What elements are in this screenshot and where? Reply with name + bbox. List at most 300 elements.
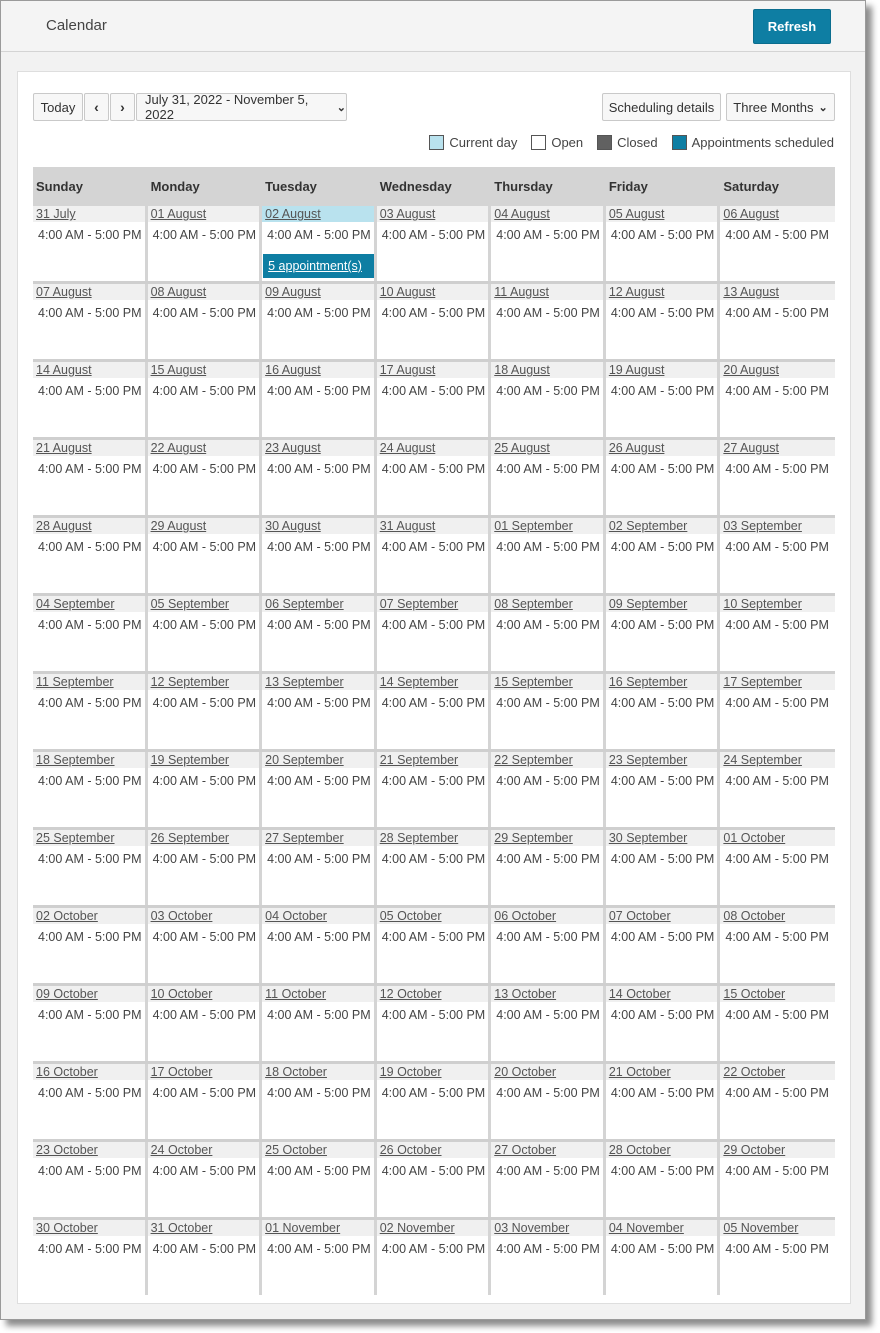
day-link[interactable]: 03 September (720, 518, 835, 534)
day-hours: 4:00 AM - 5:00 PM (38, 618, 142, 632)
day-hours: 4:00 AM - 5:00 PM (725, 540, 829, 554)
legend-label: Current day (449, 135, 518, 150)
legend-item (597, 135, 657, 150)
day-cell[interactable] (148, 674, 263, 749)
day-link[interactable]: 20 August (720, 362, 835, 378)
day-cell[interactable] (33, 440, 148, 515)
top-bar (1, 1, 865, 52)
day-link[interactable]: 02 October (33, 908, 145, 924)
day-link[interactable]: 06 September (262, 596, 374, 612)
day-link[interactable]: 13 October (491, 986, 603, 1002)
today-button[interactable]: Today (33, 93, 83, 121)
day-link[interactable]: 23 August (262, 440, 374, 456)
day-cell[interactable] (491, 206, 606, 281)
day-cell[interactable] (262, 362, 377, 437)
day-link[interactable]: 14 September (377, 674, 489, 690)
date-range-dropdown[interactable] (136, 93, 347, 121)
day-link[interactable]: 21 August (33, 440, 145, 456)
day-cell[interactable] (377, 830, 492, 905)
weekday-header (33, 167, 835, 206)
day-cell[interactable] (377, 362, 492, 437)
weekday-label: Thursday (494, 179, 553, 194)
day-cell[interactable] (33, 1220, 148, 1295)
day-link[interactable]: 27 October (491, 1142, 603, 1158)
day-cell[interactable] (491, 1142, 606, 1217)
day-link[interactable]: 05 September (148, 596, 260, 612)
day-hours: 4:00 AM - 5:00 PM (381, 1164, 486, 1178)
day-cell[interactable] (148, 830, 263, 905)
day-hours: 4:00 AM - 5:00 PM (152, 1164, 257, 1178)
day-link[interactable]: 13 August (720, 284, 835, 300)
day-link[interactable]: 11 August (491, 284, 603, 300)
day-cell[interactable] (148, 908, 263, 983)
day-hours: 4:00 AM - 5:00 PM (152, 1008, 257, 1022)
day-hours: 4:00 AM - 5:00 PM (152, 384, 257, 398)
day-link[interactable]: 17 October (148, 1064, 260, 1080)
day-hours: 4:00 AM - 5:00 PM (267, 852, 371, 866)
day-link[interactable]: 21 October (606, 1064, 718, 1080)
week-row (33, 593, 835, 671)
day-link[interactable]: 06 October (491, 908, 603, 924)
day-cell[interactable] (33, 206, 148, 281)
day-cell[interactable] (606, 440, 721, 515)
day-hours: 4:00 AM - 5:00 PM (152, 774, 257, 788)
day-hours: 4:00 AM - 5:00 PM (496, 306, 600, 320)
refresh-button[interactable]: Refresh (753, 9, 831, 44)
day-link[interactable]: 31 July (33, 206, 145, 222)
day-link[interactable]: 01 September (491, 518, 603, 534)
day-link[interactable]: 20 October (491, 1064, 603, 1080)
legend-item (531, 135, 583, 150)
day-link[interactable]: 01 October (720, 830, 835, 846)
day-hours: 4:00 AM - 5:00 PM (725, 930, 829, 944)
week-row (33, 905, 835, 983)
day-hours: 4:00 AM - 5:00 PM (38, 462, 142, 476)
day-hours: 4:00 AM - 5:00 PM (38, 306, 142, 320)
day-cell[interactable] (720, 674, 835, 749)
day-link[interactable]: 19 October (377, 1064, 489, 1080)
day-hours: 4:00 AM - 5:00 PM (610, 462, 715, 476)
day-hours: 4:00 AM - 5:00 PM (725, 852, 829, 866)
day-link[interactable]: 03 November (491, 1220, 603, 1236)
legend (415, 135, 834, 150)
day-cell[interactable] (491, 1064, 606, 1139)
day-link[interactable]: 18 September (33, 752, 145, 768)
day-cell[interactable] (148, 440, 263, 515)
day-link[interactable]: 16 September (606, 674, 718, 690)
day-link[interactable]: 05 November (720, 1220, 835, 1236)
day-cell[interactable] (720, 1064, 835, 1139)
day-cell[interactable] (377, 986, 492, 1061)
day-cell[interactable] (33, 362, 148, 437)
day-cell[interactable] (720, 284, 835, 359)
day-cell[interactable] (377, 518, 492, 593)
day-link[interactable]: 01 November (262, 1220, 374, 1236)
day-link[interactable]: 07 August (33, 284, 145, 300)
day-link[interactable]: 12 August (606, 284, 718, 300)
day-hours: 4:00 AM - 5:00 PM (267, 1008, 371, 1022)
day-cell[interactable] (33, 1142, 148, 1217)
day-link[interactable]: 04 August (491, 206, 603, 222)
day-link[interactable]: 26 October (377, 1142, 489, 1158)
day-hours: 4:00 AM - 5:00 PM (610, 1242, 715, 1256)
day-cell[interactable] (33, 518, 148, 593)
day-cell[interactable] (491, 752, 606, 827)
day-cell[interactable] (720, 830, 835, 905)
day-link[interactable]: 18 October (262, 1064, 374, 1080)
day-hours: 4:00 AM - 5:00 PM (38, 1008, 142, 1022)
day-cell[interactable] (606, 674, 721, 749)
day-link[interactable]: 02 November (377, 1220, 489, 1236)
day-cell[interactable] (491, 1220, 606, 1295)
day-cell[interactable] (491, 908, 606, 983)
day-link[interactable]: 23 September (606, 752, 718, 768)
day-hours: 4:00 AM - 5:00 PM (381, 306, 486, 320)
day-link[interactable]: 03 October (148, 908, 260, 924)
day-cell[interactable] (491, 986, 606, 1061)
day-link[interactable]: 02 August (262, 206, 374, 222)
day-cell[interactable] (148, 596, 263, 671)
day-link[interactable]: 30 September (606, 830, 718, 846)
day-link[interactable]: 07 October (606, 908, 718, 924)
day-link[interactable]: 03 August (377, 206, 489, 222)
day-cell[interactable] (148, 986, 263, 1061)
day-link[interactable]: 08 October (720, 908, 835, 924)
day-cell[interactable] (262, 908, 377, 983)
day-link[interactable]: 29 August (148, 518, 260, 534)
day-link[interactable]: 30 August (262, 518, 374, 534)
day-link[interactable]: 15 August (148, 362, 260, 378)
day-link[interactable]: 09 September (606, 596, 718, 612)
weekday-label: Friday (608, 179, 648, 194)
weekday-label: Sunday (36, 179, 83, 194)
day-cell[interactable] (148, 206, 263, 281)
day-hours: 4:00 AM - 5:00 PM (610, 1164, 715, 1178)
day-cell[interactable] (148, 1220, 263, 1295)
day-cell[interactable] (262, 830, 377, 905)
day-cell[interactable] (33, 752, 148, 827)
day-hours: 4:00 AM - 5:00 PM (610, 696, 715, 710)
day-cell[interactable] (606, 830, 721, 905)
day-link[interactable]: 05 August (606, 206, 718, 222)
legend-label: Closed (617, 135, 658, 150)
legend-item (672, 135, 834, 150)
day-hours: 4:00 AM - 5:00 PM (38, 1242, 142, 1256)
day-link[interactable]: 25 August (491, 440, 603, 456)
day-cell[interactable] (148, 284, 263, 359)
day-hours: 4:00 AM - 5:00 PM (38, 1086, 142, 1100)
appointments-link[interactable]: 5 appointment(s) (263, 254, 374, 278)
day-hours: 4:00 AM - 5:00 PM (725, 228, 829, 242)
day-hours: 4:00 AM - 5:00 PM (381, 1008, 486, 1022)
day-link[interactable]: 30 October (33, 1220, 145, 1236)
day-cell[interactable] (491, 362, 606, 437)
day-link[interactable]: 26 August (606, 440, 718, 456)
weekday-label: Monday (150, 179, 200, 194)
day-hours: 4:00 AM - 5:00 PM (152, 540, 257, 554)
day-cell[interactable] (33, 986, 148, 1061)
day-hours: 4:00 AM - 5:00 PM (267, 1242, 371, 1256)
day-link[interactable]: 27 September (262, 830, 374, 846)
day-hours: 4:00 AM - 5:00 PM (725, 384, 829, 398)
day-link[interactable]: 24 September (720, 752, 835, 768)
day-cell[interactable] (606, 206, 721, 281)
day-cell[interactable] (262, 986, 377, 1061)
day-cell[interactable] (148, 518, 263, 593)
day-hours: 4:00 AM - 5:00 PM (381, 852, 486, 866)
day-cell[interactable] (377, 1142, 492, 1217)
legend-swatch (597, 135, 612, 150)
day-hours: 4:00 AM - 5:00 PM (496, 774, 600, 788)
day-link[interactable]: 24 October (148, 1142, 260, 1158)
day-link[interactable]: 17 August (377, 362, 489, 378)
day-hours: 4:00 AM - 5:00 PM (725, 1242, 829, 1256)
legend-swatch (531, 135, 546, 150)
day-hours: 4:00 AM - 5:00 PM (381, 462, 486, 476)
day-hours: 4:00 AM - 5:00 PM (610, 774, 715, 788)
day-hours: 4:00 AM - 5:00 PM (725, 618, 829, 632)
day-link[interactable]: 11 October (262, 986, 374, 1002)
day-link[interactable]: 16 August (262, 362, 374, 378)
day-link[interactable]: 21 September (377, 752, 489, 768)
day-hours: 4:00 AM - 5:00 PM (381, 228, 486, 242)
day-hours: 4:00 AM - 5:00 PM (610, 618, 715, 632)
day-link[interactable]: 10 September (720, 596, 835, 612)
day-cell[interactable] (377, 1220, 492, 1295)
chevron-left-icon: ‹ (94, 99, 99, 115)
day-cell[interactable] (148, 1142, 263, 1217)
day-cell[interactable] (377, 206, 492, 281)
day-cell[interactable] (606, 1064, 721, 1139)
week-row (33, 437, 835, 515)
day-hours: 4:00 AM - 5:00 PM (610, 306, 715, 320)
day-cell[interactable] (720, 518, 835, 593)
day-cell[interactable] (606, 284, 721, 359)
calendar-panel (17, 71, 851, 1304)
legend-label: Appointments scheduled (691, 135, 834, 150)
day-link[interactable]: 18 August (491, 362, 603, 378)
day-cell[interactable] (33, 284, 148, 359)
week-row (33, 983, 835, 1061)
day-hours: 4:00 AM - 5:00 PM (381, 1242, 486, 1256)
day-cell[interactable] (720, 1220, 835, 1295)
day-cell[interactable] (262, 284, 377, 359)
day-link[interactable]: 04 October (262, 908, 374, 924)
day-cell[interactable] (720, 986, 835, 1061)
day-link[interactable]: 29 October (720, 1142, 835, 1158)
day-link[interactable]: 26 September (148, 830, 260, 846)
day-link[interactable]: 12 October (377, 986, 489, 1002)
day-hours: 4:00 AM - 5:00 PM (496, 618, 600, 632)
day-cell[interactable] (720, 1142, 835, 1217)
day-cell[interactable] (148, 362, 263, 437)
day-cell[interactable] (720, 596, 835, 671)
day-link[interactable]: 24 August (377, 440, 489, 456)
day-cell[interactable] (606, 596, 721, 671)
day-cell[interactable] (606, 362, 721, 437)
day-hours: 4:00 AM - 5:00 PM (38, 774, 142, 788)
day-cell[interactable] (491, 440, 606, 515)
day-link[interactable]: 31 October (148, 1220, 260, 1236)
day-link[interactable]: 04 September (33, 596, 145, 612)
day-link[interactable]: 09 August (262, 284, 374, 300)
day-cell[interactable] (377, 1064, 492, 1139)
day-cell[interactable] (262, 674, 377, 749)
day-cell[interactable] (262, 518, 377, 593)
week-row (33, 671, 835, 749)
day-hours: 4:00 AM - 5:00 PM (152, 852, 257, 866)
day-link[interactable]: 13 September (262, 674, 374, 690)
day-hours: 4:00 AM - 5:00 PM (267, 696, 371, 710)
day-cell[interactable] (262, 1142, 377, 1217)
day-link[interactable]: 09 October (33, 986, 145, 1002)
day-cell[interactable] (262, 1220, 377, 1295)
day-cell[interactable] (606, 1220, 721, 1295)
day-cell[interactable] (606, 908, 721, 983)
legend-swatch (429, 135, 444, 150)
day-link[interactable]: 23 October (33, 1142, 145, 1158)
day-hours: 4:00 AM - 5:00 PM (267, 462, 371, 476)
day-link[interactable]: 15 September (491, 674, 603, 690)
day-link[interactable]: 08 August (148, 284, 260, 300)
week-row (33, 1217, 835, 1295)
day-hours: 4:00 AM - 5:00 PM (267, 306, 371, 320)
day-link[interactable]: 22 September (491, 752, 603, 768)
date-range-label: July 31, 2022 - November 5, 2022 (145, 92, 309, 122)
scheduling-details-button[interactable]: Scheduling details (602, 93, 721, 121)
day-hours: 4:00 AM - 5:00 PM (381, 1086, 486, 1100)
legend-label: Open (551, 135, 584, 150)
day-cell[interactable] (606, 752, 721, 827)
day-cell[interactable] (262, 440, 377, 515)
day-cell[interactable] (33, 830, 148, 905)
day-hours: 4:00 AM - 5:00 PM (725, 1008, 829, 1022)
day-hours: 4:00 AM - 5:00 PM (610, 1086, 715, 1100)
day-cell[interactable] (720, 362, 835, 437)
day-cell[interactable] (377, 596, 492, 671)
day-hours: 4:00 AM - 5:00 PM (38, 852, 142, 866)
day-link[interactable]: 08 September (491, 596, 603, 612)
chevron-down-icon: ⌄ (336, 101, 346, 114)
day-cell[interactable] (33, 674, 148, 749)
day-cell[interactable] (33, 1064, 148, 1139)
day-cell[interactable] (148, 752, 263, 827)
day-cell[interactable] (720, 440, 835, 515)
day-link[interactable]: 29 September (491, 830, 603, 846)
day-link[interactable]: 28 August (33, 518, 145, 534)
day-link[interactable]: 02 September (606, 518, 718, 534)
legend-swatch (672, 135, 687, 150)
day-cell[interactable] (377, 908, 492, 983)
day-link[interactable]: 14 October (606, 986, 718, 1002)
weekday-label: Tuesday (265, 179, 317, 194)
day-link[interactable]: 14 August (33, 362, 145, 378)
day-cell[interactable] (720, 206, 835, 281)
day-hours: 4:00 AM - 5:00 PM (381, 930, 486, 944)
day-hours: 4:00 AM - 5:00 PM (496, 930, 600, 944)
day-link[interactable]: 28 September (377, 830, 489, 846)
day-link[interactable]: 19 August (606, 362, 718, 378)
calendar-grid (33, 206, 835, 1295)
day-link[interactable]: 10 August (377, 284, 489, 300)
day-cell[interactable] (262, 1064, 377, 1139)
day-link[interactable]: 11 September (33, 674, 145, 690)
day-cell[interactable] (377, 674, 492, 749)
week-row (33, 1139, 835, 1217)
day-link[interactable]: 12 September (148, 674, 260, 690)
day-hours: 4:00 AM - 5:00 PM (38, 384, 142, 398)
day-link[interactable]: 31 August (377, 518, 489, 534)
day-link[interactable]: 19 September (148, 752, 260, 768)
day-cell[interactable] (606, 986, 721, 1061)
day-link[interactable]: 22 October (720, 1064, 835, 1080)
page-title: Calendar (46, 17, 107, 34)
previous-button[interactable] (84, 93, 109, 121)
day-link[interactable]: 20 September (262, 752, 374, 768)
day-link[interactable]: 04 November (606, 1220, 718, 1236)
day-cell[interactable] (262, 206, 377, 281)
day-link[interactable]: 05 October (377, 908, 489, 924)
day-cell[interactable] (262, 596, 377, 671)
day-cell[interactable] (262, 752, 377, 827)
day-cell[interactable] (33, 908, 148, 983)
day-cell[interactable] (606, 518, 721, 593)
day-cell[interactable] (377, 752, 492, 827)
day-link[interactable]: 06 August (720, 206, 835, 222)
day-cell[interactable] (377, 284, 492, 359)
day-hours: 4:00 AM - 5:00 PM (38, 696, 142, 710)
day-cell[interactable] (491, 596, 606, 671)
day-hours: 4:00 AM - 5:00 PM (496, 540, 600, 554)
day-link[interactable]: 07 September (377, 596, 489, 612)
day-cell[interactable] (491, 518, 606, 593)
day-link[interactable]: 16 October (33, 1064, 145, 1080)
day-link[interactable]: 22 August (148, 440, 260, 456)
day-link[interactable]: 01 August (148, 206, 260, 222)
day-link[interactable]: 10 October (148, 986, 260, 1002)
day-hours: 4:00 AM - 5:00 PM (496, 1242, 600, 1256)
day-cell[interactable] (720, 908, 835, 983)
day-link[interactable]: 25 October (262, 1142, 374, 1158)
day-cell[interactable] (377, 440, 492, 515)
day-link[interactable]: 27 August (720, 440, 835, 456)
next-button[interactable] (110, 93, 135, 121)
day-link[interactable]: 25 September (33, 830, 145, 846)
day-hours: 4:00 AM - 5:00 PM (152, 462, 257, 476)
day-hours: 4:00 AM - 5:00 PM (496, 384, 600, 398)
day-link[interactable]: 15 October (720, 986, 835, 1002)
day-hours: 4:00 AM - 5:00 PM (610, 930, 715, 944)
day-hours: 4:00 AM - 5:00 PM (496, 462, 600, 476)
day-cell[interactable] (491, 674, 606, 749)
day-cell[interactable] (606, 1142, 721, 1217)
day-cell[interactable] (491, 830, 606, 905)
day-hours: 4:00 AM - 5:00 PM (38, 540, 142, 554)
day-hours: 4:00 AM - 5:00 PM (725, 1086, 829, 1100)
day-hours: 4:00 AM - 5:00 PM (267, 1086, 371, 1100)
day-cell[interactable] (33, 596, 148, 671)
day-hours: 4:00 AM - 5:00 PM (381, 696, 486, 710)
day-cell[interactable] (148, 1064, 263, 1139)
day-cell[interactable] (491, 284, 606, 359)
day-cell[interactable] (720, 752, 835, 827)
week-row (33, 359, 835, 437)
day-link[interactable]: 17 September (720, 674, 835, 690)
day-link[interactable]: 28 October (606, 1142, 718, 1158)
view-label: Three Months (733, 99, 814, 115)
view-dropdown[interactable] (726, 93, 835, 121)
day-hours: 4:00 AM - 5:00 PM (725, 306, 829, 320)
